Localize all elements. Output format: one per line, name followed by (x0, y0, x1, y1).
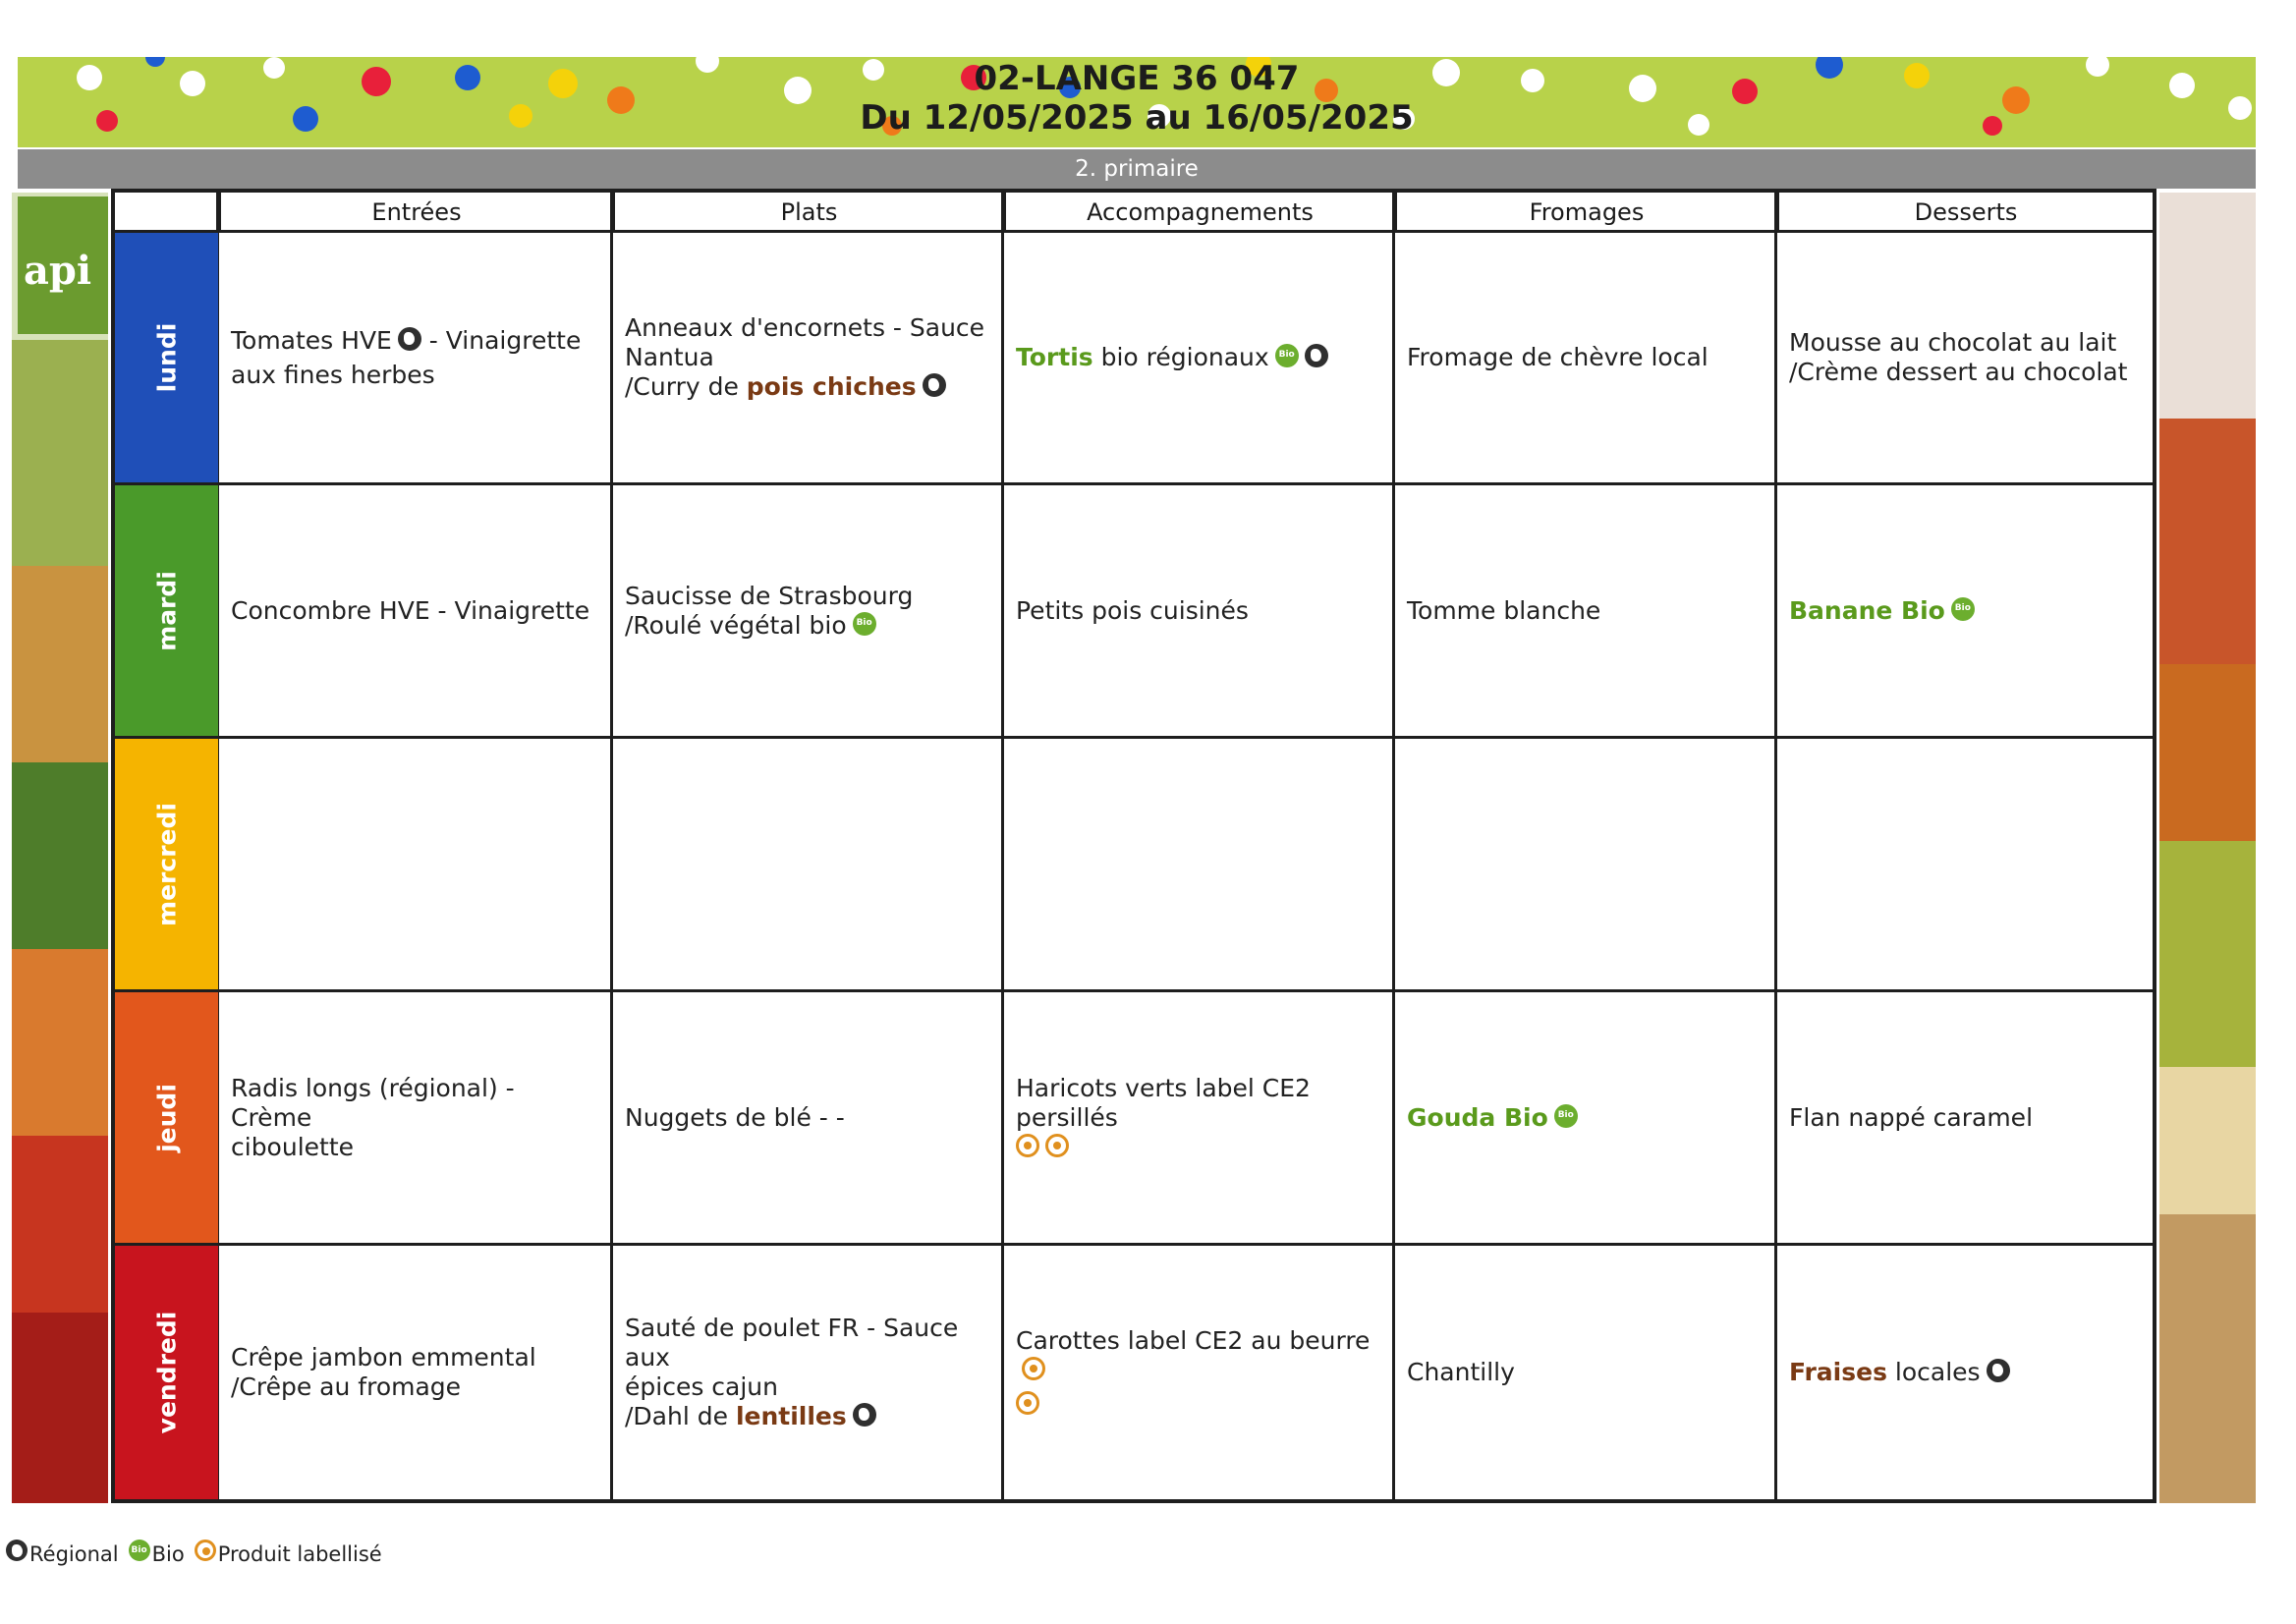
cell-vendredi-desserts: Fraises locales (1777, 1246, 2153, 1499)
school-level-bar: 2. primaire (18, 149, 2256, 189)
column-header-plats: Plats (612, 193, 1003, 230)
left-vegetable-decoration (12, 193, 108, 1503)
regional-icon (923, 373, 946, 397)
bio-icon (1275, 344, 1299, 367)
regional-icon (853, 1403, 876, 1427)
bio-icon (1951, 597, 1975, 621)
icon-legend (6, 1542, 392, 1566)
label-icon (1022, 1357, 1045, 1380)
day-label-mardi: mardi (115, 485, 218, 736)
api-logo-text: api (24, 248, 92, 294)
site-code: 02-LANGE 36 047 (974, 59, 1300, 98)
cell-jeudi-desserts: Flan nappé caramel (1789, 1102, 2034, 1132)
cell-mercredi-fromages (1395, 739, 1774, 989)
cell-mardi-plats: Saucisse de Strasbourg /Roulé végétal bioBio (613, 485, 1001, 736)
cell-jeudi-fromages: Gouda BioBio (1395, 992, 1774, 1243)
legend-regional: Régional (29, 1542, 119, 1566)
header-banner (18, 57, 2256, 147)
regional-icon (6, 1540, 28, 1561)
bio-icon (129, 1540, 150, 1561)
cell-lundi-fromages: Fromage de chèvre local (1407, 343, 1708, 371)
cell-vendredi-accompagnements: Carottes label CE2 au beurre (1004, 1246, 1392, 1499)
date-range: Du 12/05/2025 au 16/05/2025 (860, 98, 1414, 138)
day-label-jeudi: jeudi (115, 992, 218, 1243)
cell-mercredi-accompagnements (1004, 739, 1392, 989)
cell-mercredi-entrees (219, 739, 610, 989)
cell-mardi-desserts: Banane BioBio (1777, 485, 2153, 736)
cell-lundi-desserts: Mousse au chocolat au lait /Crème dessert au chocolat (1789, 328, 2128, 386)
cell-mercredi-desserts (1777, 739, 2153, 989)
cell-jeudi-plats: Nuggets de blé - - (625, 1102, 845, 1132)
cell-mercredi-plats (613, 739, 1001, 989)
column-header-fromages: Fromages (1394, 193, 1776, 230)
cell-lundi-plats: Anneaux d'encornets - Sauce Nantua /Curry de pois chiches (625, 313, 985, 401)
cell-jeudi-accompagnements: Haricots verts label CE2 persillés (1004, 992, 1392, 1243)
regional-icon (1987, 1359, 2010, 1382)
column-header-desserts: Desserts (1776, 193, 2153, 230)
cell-lundi-accompagnements: Tortis bio régionauxBio (1004, 233, 1392, 482)
cell-lundi-entrees: Tomates HVE - Vinaigrette aux fines herbes (231, 325, 582, 389)
regional-icon (1305, 344, 1328, 367)
bio-icon (853, 612, 876, 636)
label-icon (195, 1540, 216, 1561)
weekly-menu-table (111, 189, 2156, 1503)
bio-icon (1554, 1104, 1578, 1128)
day-label-mercredi: mercredi (115, 739, 218, 989)
label-icon (1045, 1134, 1069, 1157)
cell-vendredi-plats: Sauté de poulet FR - Sauce aux épices cajun /Dahl de lentilles (625, 1314, 959, 1430)
cell-jeudi-entrees: Radis longs (régional) - Crème ciboulette (231, 1073, 515, 1161)
legend-label: Produit labellisé (217, 1542, 382, 1566)
day-label-vendredi: vendredi (115, 1246, 218, 1499)
menu-title (18, 59, 2256, 138)
regional-icon (398, 327, 421, 351)
label-icon (1016, 1391, 1039, 1415)
right-vegetable-decoration (2159, 193, 2256, 1503)
label-icon (1016, 1134, 1039, 1157)
cell-mardi-accompagnements: Petits pois cuisinés (1016, 595, 1249, 625)
day-label-lundi: lundi (115, 233, 218, 482)
legend-bio: Bio (151, 1542, 185, 1566)
api-logo (18, 196, 108, 334)
column-header-entrees: Entrées (218, 193, 612, 230)
cell-mardi-fromages: Tomme blanche (1407, 595, 1601, 625)
cell-mardi-entrees: Concombre HVE - Vinaigrette (231, 595, 590, 625)
cell-vendredi-fromages: Chantilly (1407, 1358, 1515, 1386)
cell-vendredi-entrees: Crêpe jambon emmental /Crêpe au fromage (231, 1343, 536, 1401)
column-header-accompagnements: Accompagnements (1003, 193, 1394, 230)
